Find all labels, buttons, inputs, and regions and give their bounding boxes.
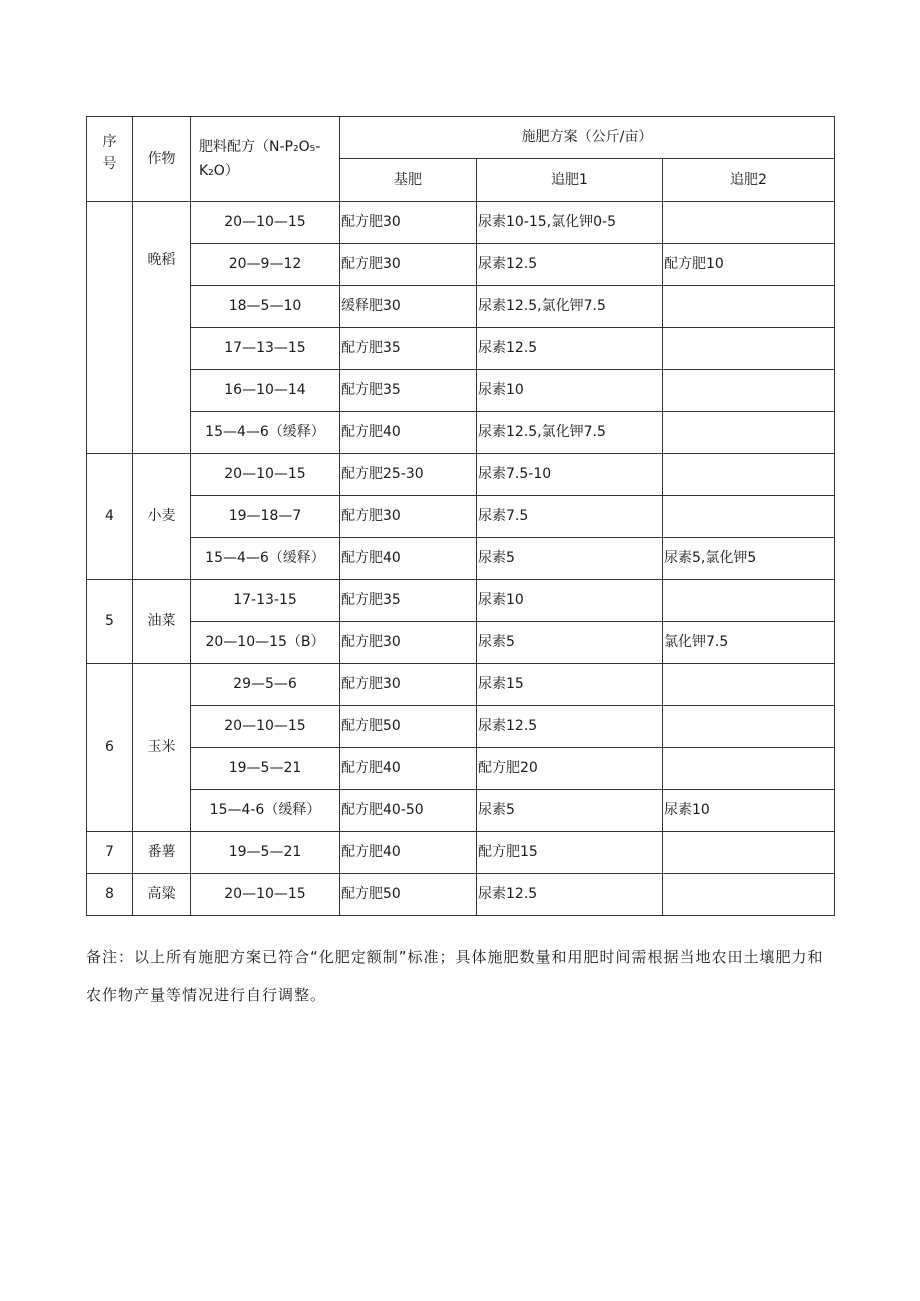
top1-cell: 尿素12.5,氯化钾7.5 bbox=[477, 286, 663, 328]
top1-cell: 配方肥20 bbox=[477, 748, 663, 790]
top2-cell bbox=[663, 580, 835, 622]
top2-cell: 配方肥10 bbox=[663, 244, 835, 286]
formula-cell: 29—5—6 bbox=[191, 664, 340, 706]
crop-cell bbox=[133, 664, 191, 832]
top1-cell: 尿素5 bbox=[477, 790, 663, 832]
formula-cell: 20—10—15 bbox=[191, 874, 340, 916]
formula-cell: 20—10—15（B） bbox=[191, 622, 340, 664]
crop-cell bbox=[133, 832, 191, 874]
base-cell: 配方肥30 bbox=[340, 622, 477, 664]
table-row bbox=[87, 874, 835, 916]
table-row bbox=[87, 580, 835, 622]
top2-cell: 尿素10 bbox=[663, 790, 835, 832]
crop-cell bbox=[133, 874, 191, 916]
formula-cell: 20—10—15 bbox=[191, 454, 340, 496]
crop-label: 番薯 bbox=[147, 844, 176, 861]
table-row bbox=[87, 706, 835, 748]
header-seq bbox=[87, 117, 133, 202]
top1-cell: 尿素15 bbox=[477, 664, 663, 706]
top2-cell bbox=[663, 202, 835, 244]
table-row bbox=[87, 244, 835, 286]
header-top2-label: 追肥2 bbox=[730, 171, 767, 188]
top2-cell bbox=[663, 874, 835, 916]
seq-cell: 5 bbox=[87, 580, 133, 664]
table-row bbox=[87, 286, 835, 328]
top2-cell bbox=[663, 328, 835, 370]
crop-label: 高粱 bbox=[147, 886, 176, 903]
base-cell: 配方肥35 bbox=[340, 370, 477, 412]
formula-cell: 19—5—21 bbox=[191, 832, 340, 874]
formula-cell: 19—18—7 bbox=[191, 496, 340, 538]
top1-cell: 尿素5 bbox=[477, 622, 663, 664]
formula-cell: 15—4—6（缓释） bbox=[191, 538, 340, 580]
base-cell: 配方肥40-50 bbox=[340, 790, 477, 832]
top2-cell: 尿素5,氯化钾5 bbox=[663, 538, 835, 580]
header-top1-label: 追肥1 bbox=[551, 171, 588, 188]
header-plan-label: 施肥方案（公斤/亩） bbox=[521, 129, 653, 146]
seq-cell: 8 bbox=[87, 874, 133, 916]
base-cell: 配方肥50 bbox=[340, 706, 477, 748]
table-row bbox=[87, 832, 835, 874]
table-row bbox=[87, 370, 835, 412]
crop-cell bbox=[133, 454, 191, 580]
base-cell: 配方肥40 bbox=[340, 832, 477, 874]
top2-cell bbox=[663, 412, 835, 454]
seq-cell bbox=[87, 202, 133, 454]
base-cell: 配方肥40 bbox=[340, 538, 477, 580]
table-row bbox=[87, 202, 835, 244]
header-crop-label: 作物 bbox=[147, 151, 176, 167]
top2-cell bbox=[663, 748, 835, 790]
base-cell: 缓释肥30 bbox=[340, 286, 477, 328]
base-cell: 配方肥30 bbox=[340, 202, 477, 244]
table-row bbox=[87, 496, 835, 538]
top2-cell bbox=[663, 286, 835, 328]
base-cell: 配方肥40 bbox=[340, 412, 477, 454]
header-top1 bbox=[477, 159, 663, 202]
top2-cell bbox=[663, 706, 835, 748]
base-cell: 配方肥25-30 bbox=[340, 454, 477, 496]
top2-cell bbox=[663, 832, 835, 874]
top2-cell: 氯化钾7.5 bbox=[663, 622, 835, 664]
top1-cell: 配方肥15 bbox=[477, 832, 663, 874]
top1-cell: 尿素12.5 bbox=[477, 874, 663, 916]
formula-cell: 20—10—15 bbox=[191, 202, 340, 244]
base-cell: 配方肥50 bbox=[340, 874, 477, 916]
table-row bbox=[87, 454, 835, 496]
formula-cell: 15—4—6（缓释） bbox=[191, 412, 340, 454]
base-cell: 配方肥30 bbox=[340, 244, 477, 286]
seq-cell: 4 bbox=[87, 454, 133, 580]
top2-cell bbox=[663, 370, 835, 412]
base-cell: 配方肥30 bbox=[340, 496, 477, 538]
top1-cell: 尿素7.5-10 bbox=[477, 454, 663, 496]
crop-cell bbox=[133, 580, 191, 664]
header-top2 bbox=[663, 159, 835, 202]
top1-cell: 尿素5 bbox=[477, 538, 663, 580]
base-cell: 配方肥40 bbox=[340, 748, 477, 790]
header-crop bbox=[133, 117, 191, 202]
seq-cell: 7 bbox=[87, 832, 133, 874]
formula-cell: 19—5—21 bbox=[191, 748, 340, 790]
top1-cell: 尿素10 bbox=[477, 370, 663, 412]
base-cell: 配方肥30 bbox=[340, 664, 477, 706]
fertilizer-plan-table bbox=[86, 116, 835, 916]
top1-cell: 尿素10-15,氯化钾0-5 bbox=[477, 202, 663, 244]
header-plan bbox=[340, 117, 835, 159]
crop-label: 油菜 bbox=[147, 613, 176, 630]
table-row bbox=[87, 664, 835, 706]
crop-label: 晚稻 bbox=[147, 252, 176, 268]
footnote: 备注：以上所有施肥方案已符合“化肥定额制”标准；具体施肥数量和用肥时间需根据当地农田土壤肥力和农作物产量等情况进行自行调整。 bbox=[86, 948, 824, 1004]
table-row bbox=[87, 748, 835, 790]
formula-cell: 16—10—14 bbox=[191, 370, 340, 412]
header-base-label: 基肥 bbox=[394, 171, 422, 188]
header-seq-label: 序号 bbox=[102, 134, 117, 172]
top2-cell bbox=[663, 664, 835, 706]
seq-cell: 6 bbox=[87, 664, 133, 832]
base-cell: 配方肥35 bbox=[340, 328, 477, 370]
crop-label: 玉米 bbox=[147, 739, 176, 756]
table-row bbox=[87, 538, 835, 580]
header-formula bbox=[191, 117, 340, 202]
crop-label: 小麦 bbox=[147, 508, 176, 525]
table-row bbox=[87, 328, 835, 370]
formula-cell: 18—5—10 bbox=[191, 286, 340, 328]
crop-cell bbox=[133, 202, 191, 454]
formula-cell: 20—9—12 bbox=[191, 244, 340, 286]
header-formula-label: 肥料配方（N-P₂O₅-K₂O） bbox=[199, 138, 321, 179]
top1-cell: 尿素10 bbox=[477, 580, 663, 622]
header-base bbox=[340, 159, 477, 202]
formula-cell: 20—10—15 bbox=[191, 706, 340, 748]
table-row bbox=[87, 790, 835, 832]
top1-cell: 尿素12.5 bbox=[477, 328, 663, 370]
base-cell: 配方肥35 bbox=[340, 580, 477, 622]
table-row bbox=[87, 412, 835, 454]
top1-cell: 尿素7.5 bbox=[477, 496, 663, 538]
top1-cell: 尿素12.5,氯化钾7.5 bbox=[477, 412, 663, 454]
top1-cell: 尿素12.5 bbox=[477, 706, 663, 748]
table-row bbox=[87, 622, 835, 664]
formula-cell: 17-13-15 bbox=[191, 580, 340, 622]
formula-cell: 17—13—15 bbox=[191, 328, 340, 370]
top2-cell bbox=[663, 496, 835, 538]
formula-cell: 15—4-6（缓释） bbox=[191, 790, 340, 832]
header-row-1 bbox=[87, 117, 835, 159]
top1-cell: 尿素12.5 bbox=[477, 244, 663, 286]
top2-cell bbox=[663, 454, 835, 496]
